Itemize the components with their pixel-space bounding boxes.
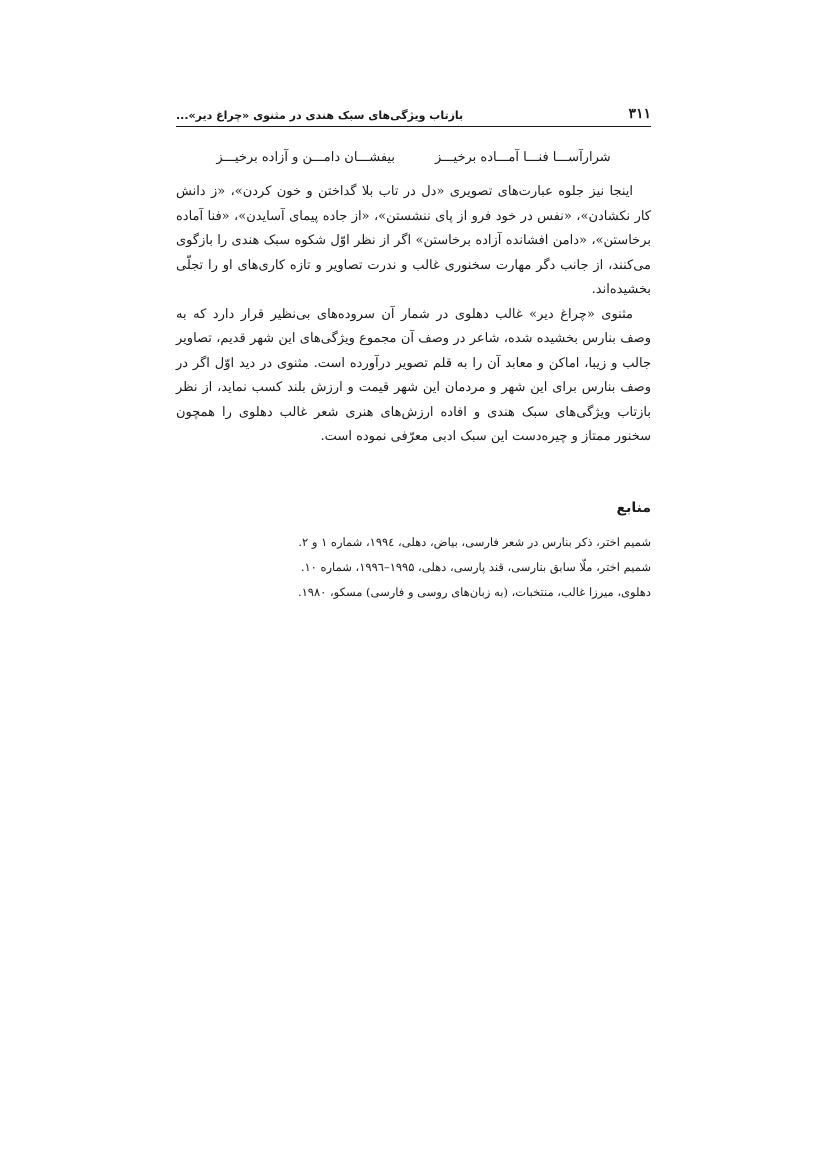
verse-hemistich-2: بیفشـــان دامـــن و آزاده برخیـــز <box>216 150 395 165</box>
source-item: دهلوی، میرزا غالب، منتخبات، (به زبان‌های روسی و فارسی) مسکو، ۱۹۸۰. <box>297 585 651 599</box>
page-number: ۳۱۱ <box>628 106 651 122</box>
paragraph: اینجا نیز جلوه عبارت‌های تصویری «دل در تاب بلا گداختن و خون کردن»، «ز دانش کار نکشادن»، «نفس در خود فرو از پای ننشستن»، «از جاده پیمای آسایدن»، «فنا آماده برخاستن»، «دامن افشانده آزاده برخاستن» اگر از نظر اوّل شکوه سبک هندی را بازگوی می‌کنند، از جانب دگر مهارت سخنوری غالب و ندرت تصاویر و تازه کاری‌های او را تجلّی بخشیده‌اند. <box>176 184 651 297</box>
source-item: شمیم اختر، ذکر بنارس در شعر فارسی، بیاض، دهلی، ۱۹۹٤، شماره ۱ و ۲. <box>298 535 651 549</box>
sources-heading: منابع <box>616 500 651 516</box>
body-text <box>176 180 651 450</box>
source-item: شمیم اختر، ملّا سابق بنارسی، قند پارسی، دهلی، ۱۹۹۵–۱۹۹٦، شماره ۱۰. <box>300 560 651 574</box>
running-title: بازتاب ویژگی‌های سبک هندی در مثنوی «چراغ دیر»... <box>176 109 464 122</box>
verse-hemistich-1: شرارآســـا فنـــا آمـــاده برخیـــز <box>434 150 611 165</box>
sources-list <box>176 530 651 605</box>
paragraph: مثنوی «چراغ دیر» غالب دهلوی در شمار آن سروده‌های بی‌نظیر قرار دارد که به وصف بنارس بخشیده شده، شاعر در وصف آن مجموع ویژگی‌های این شهر قدیم، تصاویر جالب و زیبا، اماکن و معابد آن را به قلم تصویر درآورده است. مثنوی در دید اوّل اگر در وصف بنارس برای این شهر و مردمان این شهر قیمت و ارزش بلند کسب نماید، از نظر بازتاب ویژگی‌های سبک هندی و افاده ارزش‌های هنری شعر غالب دهلوی را همچون سخنور ممتاز و چیره‌دست این سبک ادبی معرّفی نموده است. <box>176 306 651 444</box>
verse-couplet <box>176 150 651 165</box>
page-header <box>176 100 651 127</box>
